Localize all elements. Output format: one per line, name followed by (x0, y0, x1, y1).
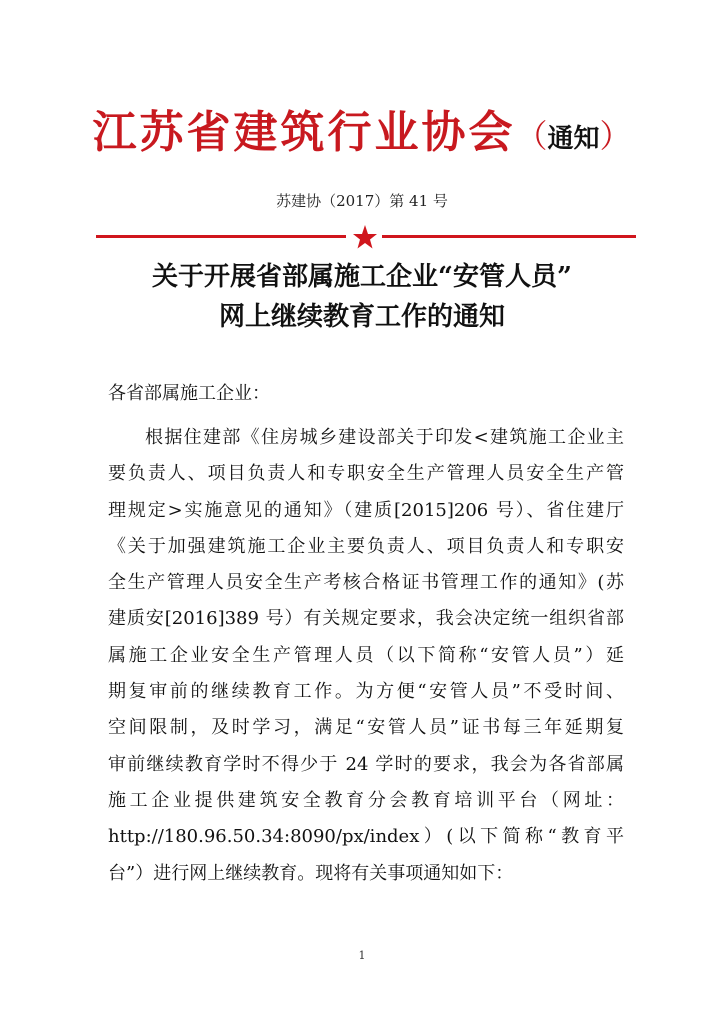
body-line: 建质安[2016]389 号）有关规定要求，我会决定统一组织省部 (108, 608, 624, 630)
salutation: 各省部属施工企业： (108, 383, 270, 404)
notice-title (0, 257, 724, 337)
body-line: 根据住建部《住房城乡建设部关于印发<建筑施工企业主 (145, 427, 624, 448)
body-line: 施工企业提供建筑安全教育分会教育培训平台（网址： (108, 789, 624, 811)
body-paragraph (108, 420, 624, 892)
body-line: 台”）进行网上继续教育。现将有关事项通知如下： (108, 862, 514, 884)
body-line: 空间限制，及时学习，满足“安管人员”证书每三年延期复 (108, 717, 624, 739)
star-icon (352, 224, 378, 250)
body-line: 属施工企业安全生产管理人员（以下简称“安管人员”）延 (108, 644, 624, 666)
close-paren: ） (599, 117, 632, 155)
body-line: 理规定>实施意见的通知》（建质[2015]206 号）、省住建厅 (108, 499, 624, 521)
body-line: 审前继续教育学时不得少于 24 学时的要求，我会为各省部属 (108, 753, 624, 775)
body-line: 《关于加强建筑施工企业主要负责人、项目负责人和专职安 (108, 535, 624, 557)
letterhead (0, 96, 724, 160)
organization-name: 江苏省建筑行业协会 (92, 107, 516, 158)
title-line-2: 网上继续教育工作的通知 (218, 302, 505, 332)
page-number: 1 (358, 949, 366, 962)
body-line: 期复审前的继续教育工作。为方便“安管人员”不受时间、 (108, 681, 624, 703)
body-line: 全生产管理人员安全生产考核合格证书管理工作的通知》(苏 (108, 572, 624, 594)
body-line-url: http://180.96.50.34:8090/px/index）(以下简称“教育平 (108, 826, 624, 848)
body-line: 要负责人、项目负责人和专职安全生产管理人员安全生产管 (108, 463, 624, 485)
open-paren: （ (515, 117, 548, 155)
document-number: 苏建协（2017）第 41 号 (276, 192, 448, 210)
title-line-1: 关于开展省部属施工企业“安管人员” (152, 262, 572, 292)
notice-label: 通知 (547, 124, 600, 154)
